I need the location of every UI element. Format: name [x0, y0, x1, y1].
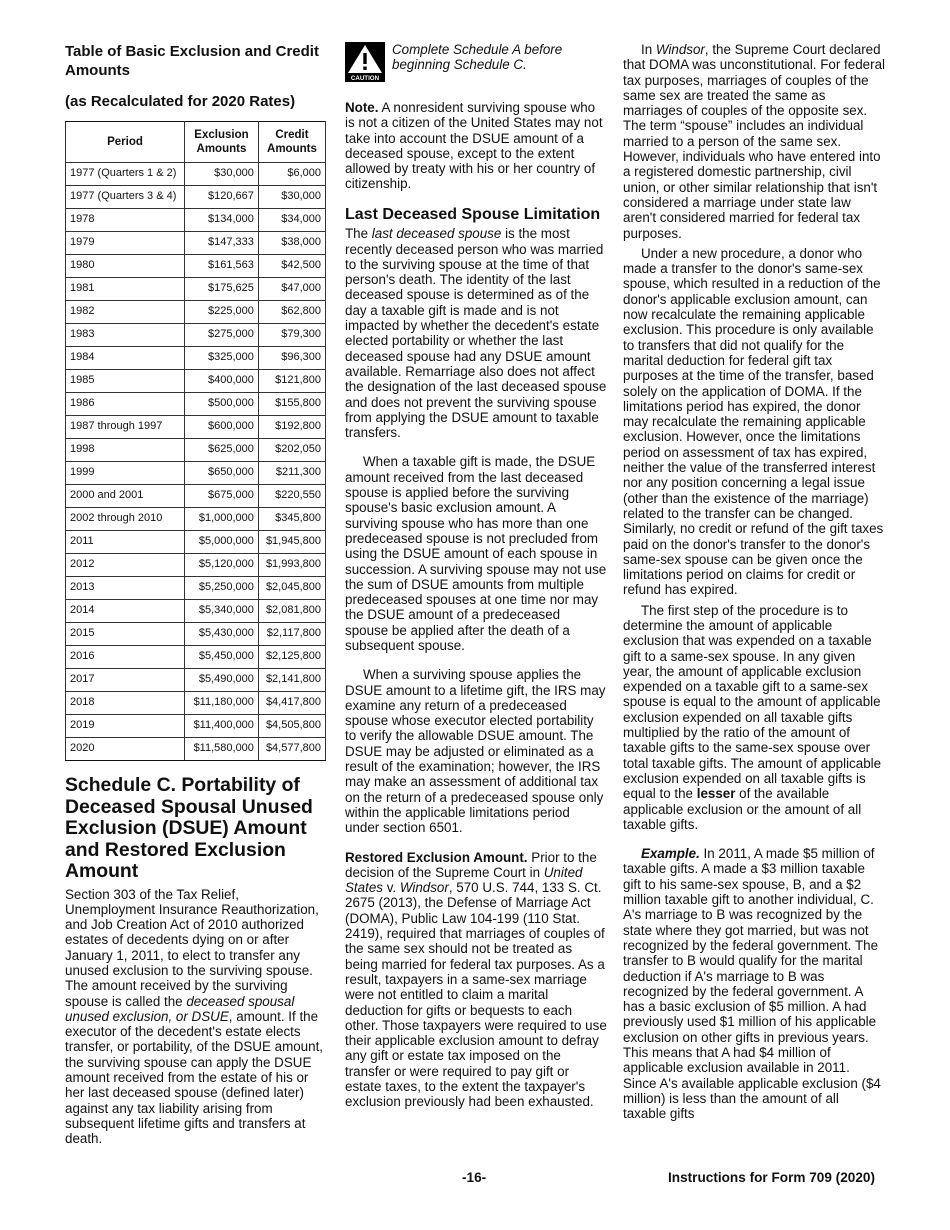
- cell-credit-amount: $4,577,800: [258, 738, 325, 761]
- cell-period: 1982: [66, 301, 185, 324]
- table-row: [66, 462, 326, 485]
- cell-exclusion-amount: $5,250,000: [185, 577, 259, 600]
- cell-exclusion-amount: $225,000: [185, 301, 259, 324]
- schedule-c-paragraph: [65, 887, 327, 1147]
- cell-exclusion-amount: $11,580,000: [185, 738, 259, 761]
- cell-period: 2016: [66, 646, 185, 669]
- column-middle: [345, 42, 607, 1115]
- cell-credit-amount: $30,000: [258, 186, 325, 209]
- cell-period: 1986: [66, 393, 185, 416]
- table-row: [66, 163, 326, 186]
- cell-exclusion-amount: $675,000: [185, 485, 259, 508]
- text-run: The first step of the procedure is to determine the amount of applicable exclusion that was expended on a taxable gift to a same-sex spouse. In any given year, the amount of applicable exclusion expended on a taxable gift to a same-sex spouse is equal to the amount of applicable exclusion expended on all taxable gifts multiplied by the ratio of the amount of taxable gifts to the same-sex spouse over total taxable gifts. The amount of applicable exclusion expended on all taxable gifts is equal to the: [623, 602, 882, 802]
- cell-period: 2018: [66, 692, 185, 715]
- form-reference: Instructions for Form 709 (2020): [668, 1170, 875, 1185]
- cell-period: 1985: [66, 370, 185, 393]
- table-row: [66, 738, 326, 761]
- text-emphasis: last deceased spouse: [371, 226, 502, 242]
- cell-credit-amount: $62,800: [258, 301, 325, 324]
- cell-period: 1979: [66, 232, 185, 255]
- table-row: [66, 646, 326, 669]
- cell-credit-amount: $192,800: [258, 416, 325, 439]
- cell-period: 1984: [66, 347, 185, 370]
- table-row: [66, 531, 326, 554]
- table-title: Table of Basic Exclusion and Credit Amounts: [65, 43, 319, 79]
- table-row: [66, 324, 326, 347]
- caution-icon: [345, 42, 385, 82]
- cell-period: 1977 (Quarters 1 & 2): [66, 163, 185, 186]
- table-row: [66, 370, 326, 393]
- first-step-paragraph: [623, 603, 885, 832]
- cell-period: 1978: [66, 209, 185, 232]
- cell-period: 1983: [66, 324, 185, 347]
- text-run: Prior to the decision of the Supreme Court in: [345, 849, 597, 880]
- text-emphasis: Windsor: [655, 42, 705, 57]
- cell-credit-amount: $202,050: [258, 439, 325, 462]
- column-header-exclusion: Exclusion Amounts: [185, 122, 259, 163]
- caution-box: [345, 42, 607, 82]
- cell-period: 2011: [66, 531, 185, 554]
- note-label: Note.: [345, 100, 379, 115]
- text-strong: lesser: [696, 786, 736, 802]
- cell-exclusion-amount: $1,000,000: [185, 508, 259, 531]
- table-row: [66, 715, 326, 738]
- text-run: , amount. If the executor of the decedent's estate elects transfer, or portability, of the DSUE amount, the surviving spouse can apply the DSUE amount received from the estate of his or her last deceased spouse (defined later) against any tax liability arising from subsequent lifetime gifts and transfers at death.: [65, 1008, 324, 1147]
- cell-period: 2015: [66, 623, 185, 646]
- table-row: [66, 393, 326, 416]
- cell-credit-amount: $6,000: [258, 163, 325, 186]
- table-row: [66, 209, 326, 232]
- cell-exclusion-amount: $625,000: [185, 439, 259, 462]
- cell-period: 1987 through 1997: [66, 416, 185, 439]
- text-emphasis: deceased spousal unused exclusion, or DSUE: [65, 993, 295, 1024]
- table-row: [66, 669, 326, 692]
- cell-credit-amount: $2,081,800: [258, 600, 325, 623]
- cell-exclusion-amount: $147,333: [185, 232, 259, 255]
- cell-exclusion-amount: $5,120,000: [185, 554, 259, 577]
- text-run: In: [641, 42, 656, 57]
- table-row: [66, 508, 326, 531]
- windsor-paragraph: [623, 42, 885, 241]
- table-body: [66, 163, 326, 761]
- cell-exclusion-amount: $175,625: [185, 278, 259, 301]
- column-left: [65, 42, 327, 1152]
- text-run: , the Supreme Court declared that DOMA was unconstitutional. For federal tax purposes, marriages of couples of the same sex are treated the same as marriages of couples of the opposite sex. The term “spouse” includes an individual married to a person of the same sex. However, individuals who have entered into a registered domestic partnership, civil union, or other similar relationship that isn't considered a marriage under state law aren't considered married for federal tax purposes.: [623, 42, 885, 241]
- cell-credit-amount: $79,300: [258, 324, 325, 347]
- cell-credit-amount: $1,993,800: [258, 554, 325, 577]
- cell-exclusion-amount: $275,000: [185, 324, 259, 347]
- table-row: [66, 692, 326, 715]
- cell-credit-amount: $121,800: [258, 370, 325, 393]
- cell-exclusion-amount: $5,490,000: [185, 669, 259, 692]
- cell-period: 2020: [66, 738, 185, 761]
- cell-exclusion-amount: $5,430,000: [185, 623, 259, 646]
- cell-credit-amount: $2,125,800: [258, 646, 325, 669]
- cell-credit-amount: $2,141,800: [258, 669, 325, 692]
- table-header-row: [66, 122, 326, 163]
- cell-credit-amount: $155,800: [258, 393, 325, 416]
- cell-exclusion-amount: $325,000: [185, 347, 259, 370]
- table-row: [66, 600, 326, 623]
- cell-period: 1981: [66, 278, 185, 301]
- cell-period: 1977 (Quarters 3 & 4): [66, 186, 185, 209]
- cell-credit-amount: $2,117,800: [258, 623, 325, 646]
- cell-period: 1980: [66, 255, 185, 278]
- cell-period: 1998: [66, 439, 185, 462]
- cell-period: 2014: [66, 600, 185, 623]
- cell-exclusion-amount: $120,667: [185, 186, 259, 209]
- cell-period: 2002 through 2010: [66, 508, 185, 531]
- page-number: -16-: [462, 1170, 487, 1185]
- cell-period: 2012: [66, 554, 185, 577]
- cell-exclusion-amount: $134,000: [185, 209, 259, 232]
- example-paragraph: [623, 846, 885, 1121]
- table-subtitle: (as Recalculated for 2020 Rates): [65, 93, 296, 110]
- caution-icon-label: CAUTION: [350, 75, 380, 82]
- cell-credit-amount: $2,045,800: [258, 577, 325, 600]
- table-row: [66, 416, 326, 439]
- new-procedure-paragraph: Under a new procedure, a donor who made a transfer to the donor's same-sex spouse, which resulted in a reduction of the donor's applicable exclusion amount, can now recalculate the remaining applicable exclusion. This procedure is only available to transfers that did not qualify for the marital deduction for federal gift tax purposes at the time of the transfer, based solely on the application of DOMA. If the limitations period has expired, the donor may recalculate the remaining applicable exclusion. However, once the limitations period on assessment of tax has expired, neither the value of the transferred interest nor any position concerning a legal issue (other than the existence of the marriage) related to the transfer can be changed. Similarly, no credit or refund of the gift taxes paid on the donor's transfer to the donor's same-sex spouse can be given once the limitations period on claims for credit or refund has expired.: [623, 245, 884, 598]
- cell-exclusion-amount: $11,400,000: [185, 715, 259, 738]
- table-row: [66, 278, 326, 301]
- cell-credit-amount: $4,505,800: [258, 715, 325, 738]
- note-paragraph: [345, 100, 607, 192]
- restored-paragraph: [345, 850, 607, 1110]
- text-run: In 2011, A made $5 million of taxable gifts. A made a $3 million taxable gift to his same-sex spouse, B, and a $2 million taxable gift to another individual, C. A's marriage to B was recognized by the state where they got married, but was not recognized by the federal government. The transfer to B would qualify for the marital deduction if A's marriage to B was recognized by the federal government. A has a basic exclusion of $5 million. A had previously used $1 million of his applicable exclusion on other gifts in previous years. This means that A had $4 million of applicable exclusion available in 2011. Since A's available applicable exclusion ($4 million) is less than the amount of all taxable gifts: [623, 846, 881, 1122]
- table-row: [66, 554, 326, 577]
- cell-exclusion-amount: $500,000: [185, 393, 259, 416]
- table-row: [66, 485, 326, 508]
- cell-credit-amount: $47,000: [258, 278, 325, 301]
- caution-text: Complete Schedule A before beginning Schedule C.: [392, 42, 563, 73]
- text-run: v.: [382, 880, 400, 896]
- cell-credit-amount: $1,945,800: [258, 531, 325, 554]
- table-row: [66, 439, 326, 462]
- cell-exclusion-amount: $5,000,000: [185, 531, 259, 554]
- column-header-period: Period: [66, 122, 185, 163]
- table-row: [66, 347, 326, 370]
- cell-exclusion-amount: $11,180,000: [185, 692, 259, 715]
- cell-exclusion-amount: $650,000: [185, 462, 259, 485]
- cell-exclusion-amount: $400,000: [185, 370, 259, 393]
- schedule-c-heading: Schedule C. Portability of Deceased Spousal Unused Exclusion (DSUE) Amount and Restored Exclusion Amount: [65, 774, 313, 882]
- cell-period: 2013: [66, 577, 185, 600]
- cell-period: 2019: [66, 715, 185, 738]
- last-deceased-heading: Last Deceased Spouse Limitation: [345, 205, 601, 223]
- cell-period: 2017: [66, 669, 185, 692]
- cell-credit-amount: $211,300: [258, 462, 325, 485]
- table-row: [66, 623, 326, 646]
- text-run: of the available applicable exclusion or the amount of all taxable gifts.: [623, 786, 862, 832]
- last-deceased-paragraph-2: When a taxable gift is made, the DSUE amount received from the last deceased spouse is applied before the surviving spouse's basic exclusion amount. A surviving spouse who has more than one predeceased spouse is not precluded from using the DSUE amount of each spouse in succession. A surviving spouse may not use the sum of DSUE amounts from multiple predeceased spouses at one time nor may the DSUE amount of a predeceased spouse be applied after the death of a subsequent spouse.: [345, 454, 607, 653]
- table-row: [66, 301, 326, 324]
- exclusion-credit-table: [65, 121, 326, 761]
- table-row: [66, 186, 326, 209]
- cell-credit-amount: $34,000: [258, 209, 325, 232]
- cell-credit-amount: $220,550: [258, 485, 325, 508]
- cell-credit-amount: $96,300: [258, 347, 325, 370]
- table-row: [66, 577, 326, 600]
- text-emphasis: United States: [345, 864, 583, 896]
- cell-exclusion-amount: $600,000: [185, 416, 259, 439]
- last-deceased-paragraph-3: When a surviving spouse applies the DSUE amount to a lifetime gift, the IRS may examine any return of a predeceased spouse whose executor elected portability to verify the allowable DSUE amount. The DSUE may be adjusted or eliminated as a result of the examination; however, the IRS may make an assessment of additional tax on the return of a predeceased spouse only within the applicable limitations period under section 6501.: [345, 667, 606, 836]
- text-run: , 570 U.S. 744, 133 S. Ct. 2675 (2013), the Defense of Marriage Act (DOMA), Public Law 104-199 (110 Stat. 2419), required that marriages of couples of the same sex should not be treated as being married for federal tax purposes. As a result, taxpayers in a same-sex marriage were not entitled to claim a marital deduction for gifts or bequests to each other. Those taxpayers were required to use their applicable exclusion amount to defray any gift or estate tax imposed on the transfer or were required to pay gift or estate taxes, to the extent the taxpayer's exclusion previously had been exhausted.: [345, 880, 607, 1110]
- last-deceased-paragraph-1: [345, 226, 607, 440]
- table-row: [66, 232, 326, 255]
- table-row: [66, 255, 326, 278]
- column-header-credit: Credit Amounts: [258, 122, 325, 163]
- cell-credit-amount: $4,417,800: [258, 692, 325, 715]
- text-run: The: [345, 226, 372, 242]
- cell-period: 1999: [66, 462, 185, 485]
- cell-credit-amount: $345,800: [258, 508, 325, 531]
- cell-exclusion-amount: $161,563: [185, 255, 259, 278]
- text-run: is the most recently deceased person who was married to the surviving spouse at the time of that person's death. The identity of the last deceased spouse is determined as of the day a taxable gift is made and is not impacted by whether the decedent's estate elected portability or whether the last deceased spouse had any DSUE amount available. Remarriage also does not affect the designation of the last deceased spouse and does not prevent the surviving spouse from applying the DSUE amount to taxable transfers.: [345, 226, 607, 441]
- text-run: Section 303 of the Tax Relief, Unemployment Insurance Reauthorization, and Job Creation Act of 2010 authorized estates of decedents dying on or after January 1, 2011, to elect to transfer any unused exclusion to the surviving spouse. The amount received by the surviving spouse is called the: [65, 886, 319, 1009]
- cell-credit-amount: $38,000: [258, 232, 325, 255]
- cell-exclusion-amount: $5,450,000: [185, 646, 259, 669]
- text-emphasis: Windsor: [399, 880, 449, 896]
- cell-exclusion-amount: $5,340,000: [185, 600, 259, 623]
- cell-credit-amount: $42,500: [258, 255, 325, 278]
- column-right: [623, 42, 885, 1126]
- restored-label: Restored Exclusion Amount.: [345, 849, 528, 865]
- cell-period: 2000 and 2001: [66, 485, 185, 508]
- cell-exclusion-amount: $30,000: [185, 163, 259, 186]
- text-run: A nonresident surviving spouse who is not a citizen of the United States may not take into account the DSUE amount of a deceased spouse, except to the extent allowed by treaty with his or her country of citizenship.: [345, 100, 603, 192]
- example-label: Example.: [641, 846, 700, 862]
